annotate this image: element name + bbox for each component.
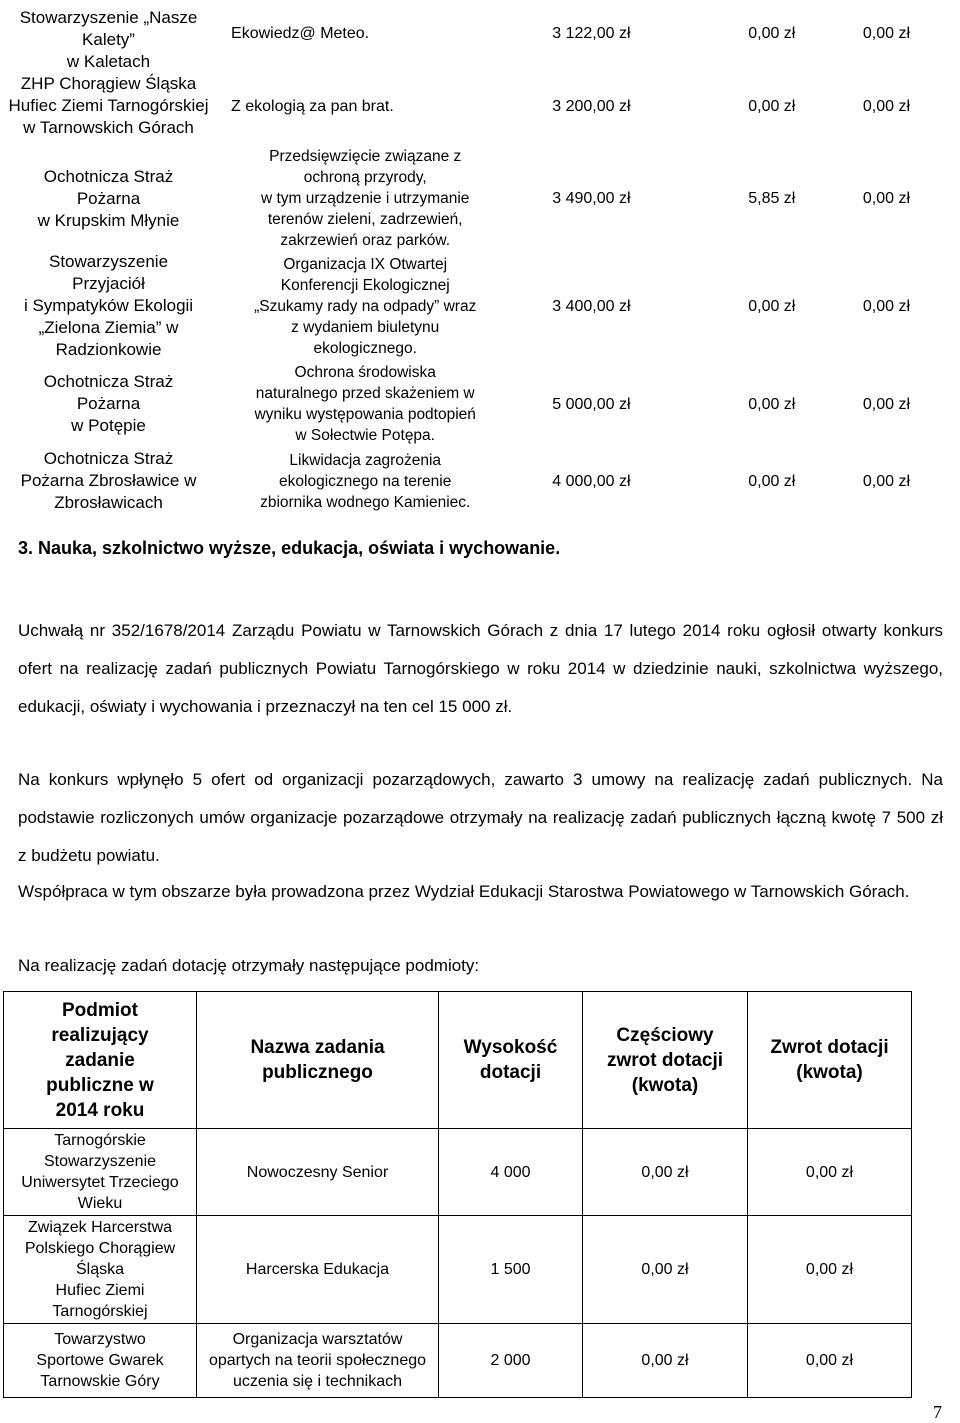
return-cell: 0,00 zł — [748, 1129, 912, 1216]
amount-cell: 3 400,00 zł — [552, 297, 631, 315]
org-cell: Związek Harcerstwa Polskiego Chorągiew Śląska Hufiec Ziemi Tarnogórskiej — [4, 1216, 197, 1324]
partial-return-cell: 0,00 zł — [748, 472, 796, 490]
amount-cell: 4 000,00 zł — [552, 472, 631, 490]
partial-return-cell: 0,00 zł — [583, 1129, 748, 1216]
section-heading: 3. Nauka, szkolnictwo wyższe, edukacja, oświata i wychowanie. — [18, 538, 561, 558]
column-header: Zwrot dotacji (kwota) — [748, 992, 912, 1129]
return-cell: 0,00 zł — [862, 297, 910, 315]
task-cell: Nowoczesny Senior — [197, 1129, 439, 1216]
task-cell: Organizacja IX Otwartej Konferencji Ekologicznej „Szukamy rady na odpady” wraz z wydaniem biuletynu ekologicznego. — [254, 255, 477, 357]
org-cell: Stowarzyszenie „Nasze Kalety” w Kaletach ZHP Chorągiew Śląska Hufiec Ziemi Tarnogórskiej w Tarnowskich Górach — [8, 8, 209, 137]
education-grants-table — [3, 991, 912, 1398]
paragraph: Na realizację zadań dotację otrzymały następujące podmioty: — [18, 956, 480, 975]
task-cell: Z ekologią za pan brat. — [231, 97, 394, 115]
column-header: Wysokość dotacji — [439, 992, 583, 1129]
org-cell: Ochotnicza Straż Pożarna Zbrosławice w Zbrosławicach — [20, 449, 197, 512]
table-row — [0, 447, 960, 515]
return-cell: 0,00 zł — [748, 1324, 912, 1398]
return-cell: 0,00 zł — [862, 24, 910, 42]
task-cell: Przedsięwzięcie związane z ochroną przyrody, w tym urządzenie i utrzymanie terenów zieleni, zadrzewień, zakrzewień oraz parków. — [260, 148, 470, 249]
column-header: Nazwa zadania publicznego — [197, 992, 439, 1129]
partial-return-cell: 0,00 zł — [748, 297, 796, 315]
partial-return-cell: 0,00 zł — [748, 24, 796, 42]
table-row — [4, 1129, 912, 1216]
amount-cell: 3 200,00 zł — [552, 97, 631, 115]
return-cell: 0,00 zł — [862, 97, 910, 115]
return-cell: 0,00 zł — [862, 472, 910, 490]
partial-return-cell: 0,00 zł — [748, 395, 796, 413]
org-cell: Ochotnicza Straż Pożarna w Potępie — [43, 372, 174, 435]
return-cell: 0,00 zł — [748, 1216, 912, 1324]
org-cell: Stowarzyszenie Przyjaciół i Sympatyków Ekologii „Zielona Ziemia” w Radzionkowie — [23, 252, 194, 359]
amount-cell: 1 500 — [439, 1216, 583, 1324]
page-number: 7 — [933, 1402, 942, 1422]
table-row — [4, 1324, 912, 1398]
amount-cell: 4 000 — [439, 1129, 583, 1216]
return-cell: 0,00 zł — [862, 190, 910, 207]
table-row — [4, 1216, 912, 1324]
org-cell: Towarzystwo Sportowe Gwarek Tarnowskie Góry — [4, 1324, 197, 1398]
task-cell: Likwidacja zagrożenia ekologicznego na terenie zbiornika wodnego Kamieniec. — [260, 451, 471, 511]
task-cell: Ochrona środowiska naturalnego przed skażeniem w wyniku występowania podtopień w Sołectwie Potępa. — [254, 364, 476, 444]
partial-return-cell: 0,00 zł — [583, 1216, 748, 1324]
table-row — [0, 0, 960, 66]
paragraph: Współpraca w tym obszarze była prowadzona przez Wydział Edukacji Starostwa Powiatowego w Tarnowskich Górach. — [18, 882, 910, 901]
ecology-grants-table — [0, 0, 960, 515]
table-row — [0, 146, 960, 251]
amount-cell: 5 000,00 zł — [552, 395, 631, 413]
task-cell: Organizacja warsztatów opartych na teorii społecznego uczenia się i technikach — [197, 1324, 439, 1398]
table-row — [0, 251, 960, 361]
task-cell: Ekowiedz@ Meteo. — [231, 24, 370, 42]
paragraph: Na konkurs wpłynęło 5 ofert od organizacji pozarządowych, zawarto 3 umowy na realizację zadań publicznych. Na podstawie rozliczonych umów organizacje pozarządowe otrzymały na realizację zadań publicznych łączną kwotę 7 500 zł z budżetu powiatu. — [18, 770, 943, 865]
task-cell: Harcerska Edukacja — [197, 1216, 439, 1324]
org-cell: Ochotnicza Straż Pożarna w Krupskim Młynie — [37, 166, 180, 230]
column-header: Podmiot realizujący zadanie publiczne w 2014 roku — [4, 992, 197, 1129]
table-header-row — [4, 992, 912, 1129]
org-cell: Tarnogórskie Stowarzyszenie Uniwersytet Trzeciego Wieku — [4, 1129, 197, 1216]
partial-return-cell: 5,85 zł — [748, 190, 796, 207]
table-row — [0, 361, 960, 447]
partial-return-cell: 0,00 zł — [583, 1324, 748, 1398]
column-header: Częściowy zwrot dotacji (kwota) — [583, 992, 748, 1129]
amount-cell: 3 490,00 zł — [552, 190, 631, 207]
amount-cell: 2 000 — [439, 1324, 583, 1398]
partial-return-cell: 0,00 zł — [748, 97, 796, 115]
amount-cell: 3 122,00 zł — [552, 24, 631, 42]
paragraph: Uchwałą nr 352/1678/2014 Zarządu Powiatu w Tarnowskich Górach z dnia 17 lutego 2014 roku ogłosił otwarty konkurs ofert na realizację zadań publicznych Powiatu Tarnogórskiego w roku 2014 w dziedzinie nauki, szkolnictwa wyższego, edukacji, oświaty i wychowania i przeznaczył na ten cel 15 000 zł. — [18, 621, 943, 716]
return-cell: 0,00 zł — [862, 395, 910, 413]
